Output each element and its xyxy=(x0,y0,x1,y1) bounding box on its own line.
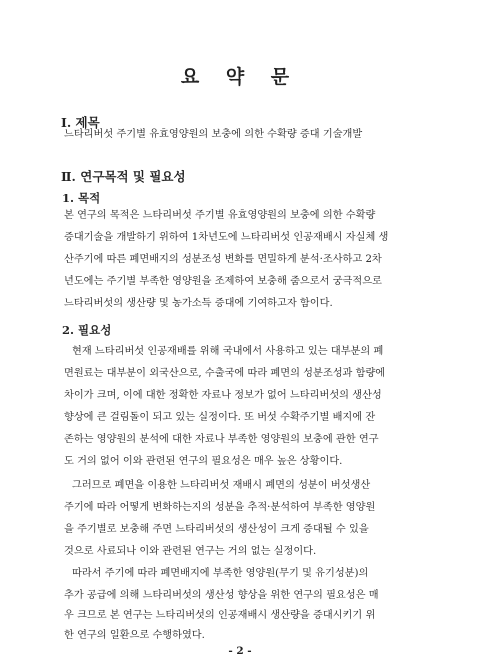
page-title: 요 약 문 xyxy=(180,66,300,88)
need-line: 따라서 주기에 따라 폐면배지에 부족한 영양원(무기 및 유기성분)의 xyxy=(72,568,369,579)
section-title-heading: Ⅰ. 제목 xyxy=(61,115,100,130)
need-line: 그러므로 폐면을 이용한 느타리버섯 재배시 폐면의 성분이 버섯생산 xyxy=(72,480,371,491)
need-line: 향상에 큰 걸림돌이 되고 있는 실정이다. 또 버섯 수확주기별 배지에 잔 xyxy=(64,412,376,423)
purpose-line: 증대기술을 개발하기 위하여 1차년도에 느타리버섯 인공재배시 자실체 생 xyxy=(64,232,389,243)
need-line: 현재 느타리버섯 인공재배를 위해 국내에서 사용하고 있는 대부분의 폐 xyxy=(72,346,384,357)
page-number: - 2 - xyxy=(228,645,252,657)
section-purpose-need-heading: Ⅱ. 연구목적 및 필요성 xyxy=(61,169,186,184)
need-line: 존하는 영양원의 분석에 대한 자료나 부족한 영양원의 보충에 관한 연구 xyxy=(64,434,379,445)
need-line: 면원료는 대부분이 외국산으로, 수출국에 따라 폐면의 성분조성과 함량에 xyxy=(64,368,386,379)
need-line: 을 주기별로 보충해 주면 느타리버섯의 생산성이 크게 증대될 수 있을 xyxy=(64,524,369,535)
purpose-line: 느타리버섯의 생산량 및 농가소득 증대에 기여하고자 함이다. xyxy=(64,298,333,309)
need-heading: 2. 필요성 xyxy=(62,323,112,337)
need-line: 추가 공급에 의해 느타리버섯의 생산성 향상을 위한 연구의 필요성은 매 xyxy=(64,590,379,601)
need-line: 도 거의 없어 이와 관련된 연구의 필요성은 매우 높은 상황이다. xyxy=(64,456,343,467)
need-line: 한 연구의 일환으로 수행하였다. xyxy=(64,630,205,641)
need-line: 주기에 따라 어떻게 변화하는지의 성분을 추적·분석하여 부족한 영양원 xyxy=(64,502,376,513)
need-line: 우 크므로 본 연구는 느타리버섯의 인공재배시 생산량을 증대시키기 위 xyxy=(64,610,376,621)
purpose-line: 본 연구의 목적은 느타리버섯 주기별 유효영양원의 보충에 의한 수확량 xyxy=(64,210,376,221)
purpose-line: 년도에는 주기별 부족한 영양원을 조제하여 보충해 줌으로서 궁극적으로 xyxy=(64,276,382,287)
purpose-line: 산주기에 따른 폐면배지의 성분조성 변화를 면밀하게 분석·조사하고 2차 xyxy=(64,254,382,265)
project-title-text: 느타리버섯 주기별 유효영양원의 보충에 의한 수확량 증대 기술개발 xyxy=(64,129,363,140)
need-line: 차이가 크며, 이에 대한 정확한 자료나 정보가 없어 느타리버섯의 생산성 xyxy=(64,390,382,401)
need-line: 것으로 사료되나 이와 관련된 연구는 거의 없는 실정이다. xyxy=(64,546,317,557)
purpose-heading: 1. 목적 xyxy=(62,191,101,205)
